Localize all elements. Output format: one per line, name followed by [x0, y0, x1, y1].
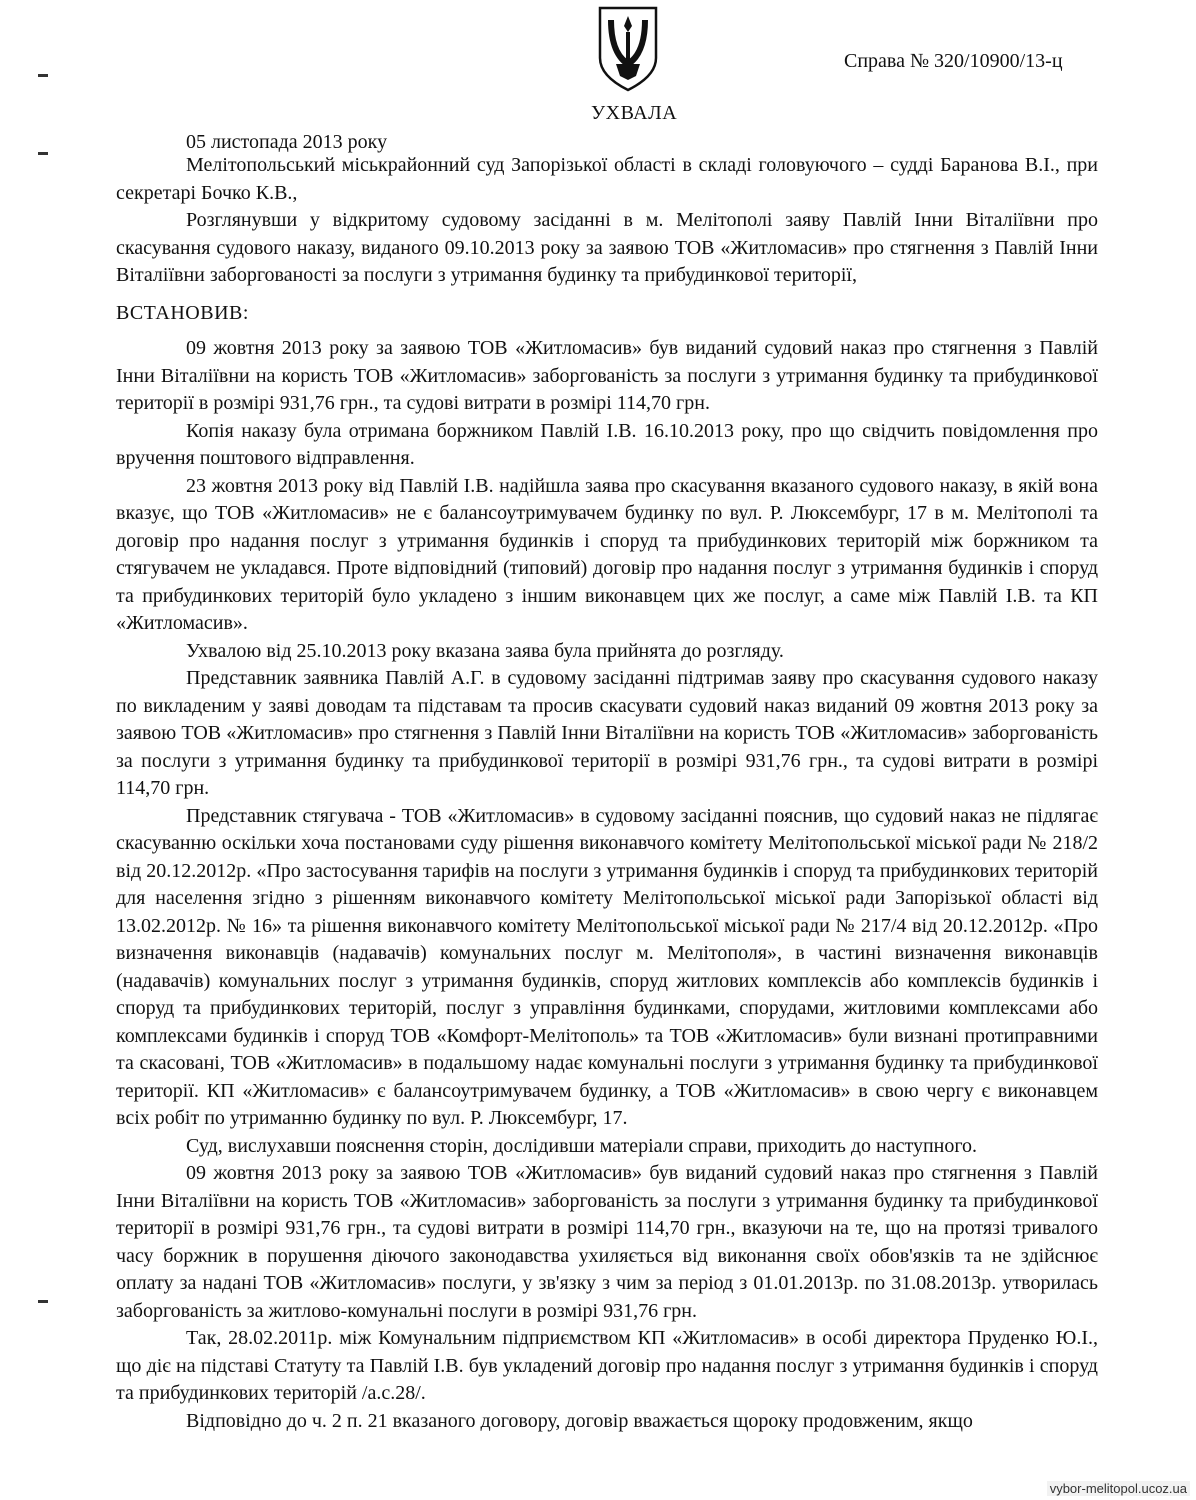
body-paragraph: Копія наказу була отримана боржником Павлій І.В. 16.10.2013 року, про що свідчить повідомлення про вручення поштового відправлення.: [116, 419, 1098, 469]
body-paragraph: Відповідно до ч. 2 п. 21 вказаного договору, договір вважається щороку продовженим, якщо: [186, 1409, 973, 1432]
trident-emblem-icon: [596, 6, 660, 92]
body-paragraph: Представник стягувача - ТОВ «Житломасив» в судовому засіданні пояснив, що судовий наказ не підлягає скасуванню оскільки хоча постановами суду рішення виконавчого комітету Мелітопольської міської ради № 218/2 від 20.12.2012р. «Про застосування тарифів на послуги з утримання будинків і споруд та прибудинкових територій для населення згідно з рішенням виконавчого комітету Мелітопольської міської ради Запорізької області від 13.02.2012р. № 16» та рішення виконавчого комітету Мелітопольської міської ради № 217/4 від 20.12.2012р. «Про визначення виконавців (надавачів) комунальних послуг м. Мелітополя», в частині визначення виконавців (надавачів) комунальних послуг з утримання будинків, споруд житлових комплексів або комплексів будинків і споруд та прибудинкових територій, послуг з управління будинками, спорудами, житловими комплексами або комплексами будинків і споруд ТОВ «Комфорт-Мелітополь» та ТОВ «Житломасив» були визнані протиправними та скасовані, ТОВ «Житломасив» в подальшому надає комунальні послуги з утримання будинку та прибудинкової території. КП «Житломасив» є балансоутримувачем будинку, а ТОВ «Житломасив» в свою чергу є виконавцем всіх робіт по утриманню будинку по вул. Р. Люксембург, 17.: [116, 804, 1098, 1129]
body-paragraph: Так, 28.02.2011р. між Комунальним підприємством КП «Житломасив» в особі директора Пруденко Ю.І., що діє на підставі Статуту та Павлій І.В. був укладений договір про надання послуг з утримання будинків і споруд та прибудинкових територій /а.с.28/.: [116, 1327, 1098, 1404]
document-date: 05 листопада 2013 року: [186, 131, 388, 153]
document-title: УХВАЛА: [591, 102, 678, 124]
body-paragraph: Представник заявника Павлій А.Г. в судовому засіданні підтримав заяву про скасування судового наказу по викладеним у заяві доводам та підставам та просив скасувати судовий наказ виданий 09 жовтня 2013 року за заявою ТОВ «Житломасив» про стягнення з Павлій Інни Віталіївни на користь ТОВ «Житломасив» заборгованість за послуги з утримання будинку та прибудинкової території в розмірі 931,76 грн., та судові витрати в розмірі 114,70 грн.: [116, 667, 1098, 799]
body-paragraph: Суд, вислухавши пояснення сторін, дослідивши матеріали справи, приходить до наступного.: [186, 1134, 978, 1157]
scan-mark: [38, 74, 48, 77]
case-number: Справа № 320/10900/13-ц: [844, 50, 1063, 72]
body-paragraph: 09 жовтня 2013 року за заявою ТОВ «Житломасив» був виданий судовий наказ про стягнення з Павлій Інни Віталіївни на користь ТОВ «Житломасив» заборгованість за послуги з утримання будинку та прибудинкової території в розмірі 931,76 грн., та судові витрати в розмірі 114,70 грн., вказуючи на те, що на протязі тривалого часу боржник в порушення діючого законодавства ухиляється від виконання своїх обов'язків та не здійснює оплату за надані ТОВ «Житломасив» послуги, у зв'язку з чим за період з 01.01.2013р. по 31.08.2013р. утворилась заборгованість за житлово-комунальні послуги в розмірі 931,76 грн.: [116, 1162, 1098, 1322]
intro-paragraph: Розглянувши у відкритому судовому засіданні в м. Мелітополі заяву Павлій Інни Віталіївни про скасування судового наказу, виданого 09.10.2013 року за заявою ТОВ «Житломасив» про стягнення з Павлій Інни Віталіївни заборгованості за послуги з утримання будинку та прибудинкової території,: [116, 209, 1098, 286]
scan-mark: [38, 152, 48, 155]
body-paragraph: 23 жовтня 2013 року від Павлій І.В. надійшла заява про скасування вказаного судового наказу, в якій вона вказує, що ТОВ «Житломасив» не є балансоутримувачем будинку по вул. Р. Люксембург, 17 в м. Мелітополі та договір про надання послуг з утримання будинків і споруд та прибудинкових територій між боржником та стягувачем не укладався. Проте відповідний (типовий) договір про надання послуг з утримання будинків і споруд та прибудинкових територій було укладено з іншим виконавцем цих же послуг, а саме між Павлій І.В. та КП «Житломасив».: [116, 474, 1098, 634]
intro-paragraph: Мелітопольський міськрайонний суд Запорізької області в складі головуючого – судді Баранова В.І., при секретарі Бочко К.В.,: [116, 154, 1098, 204]
body-paragraph: Ухвалою від 25.10.2013 року вказана заява була прийнята до розгляду.: [186, 639, 784, 662]
document-body: [116, 152, 1098, 1435]
section-heading: ВСТАНОВИВ:: [116, 301, 249, 324]
watermark: vybor-melitopol.ucoz.ua: [1047, 1481, 1190, 1496]
scan-mark: [38, 1300, 48, 1303]
body-paragraph: 09 жовтня 2013 року за заявою ТОВ «Житломасив» був виданий судовий наказ про стягнення з Павлій Інни Віталіївни на користь ТОВ «Житломасив» заборгованість за послуги з утримання будинку та прибудинкової території в розмірі 931,76 грн., та судові витрати в розмірі 114,70 грн.: [116, 337, 1098, 414]
